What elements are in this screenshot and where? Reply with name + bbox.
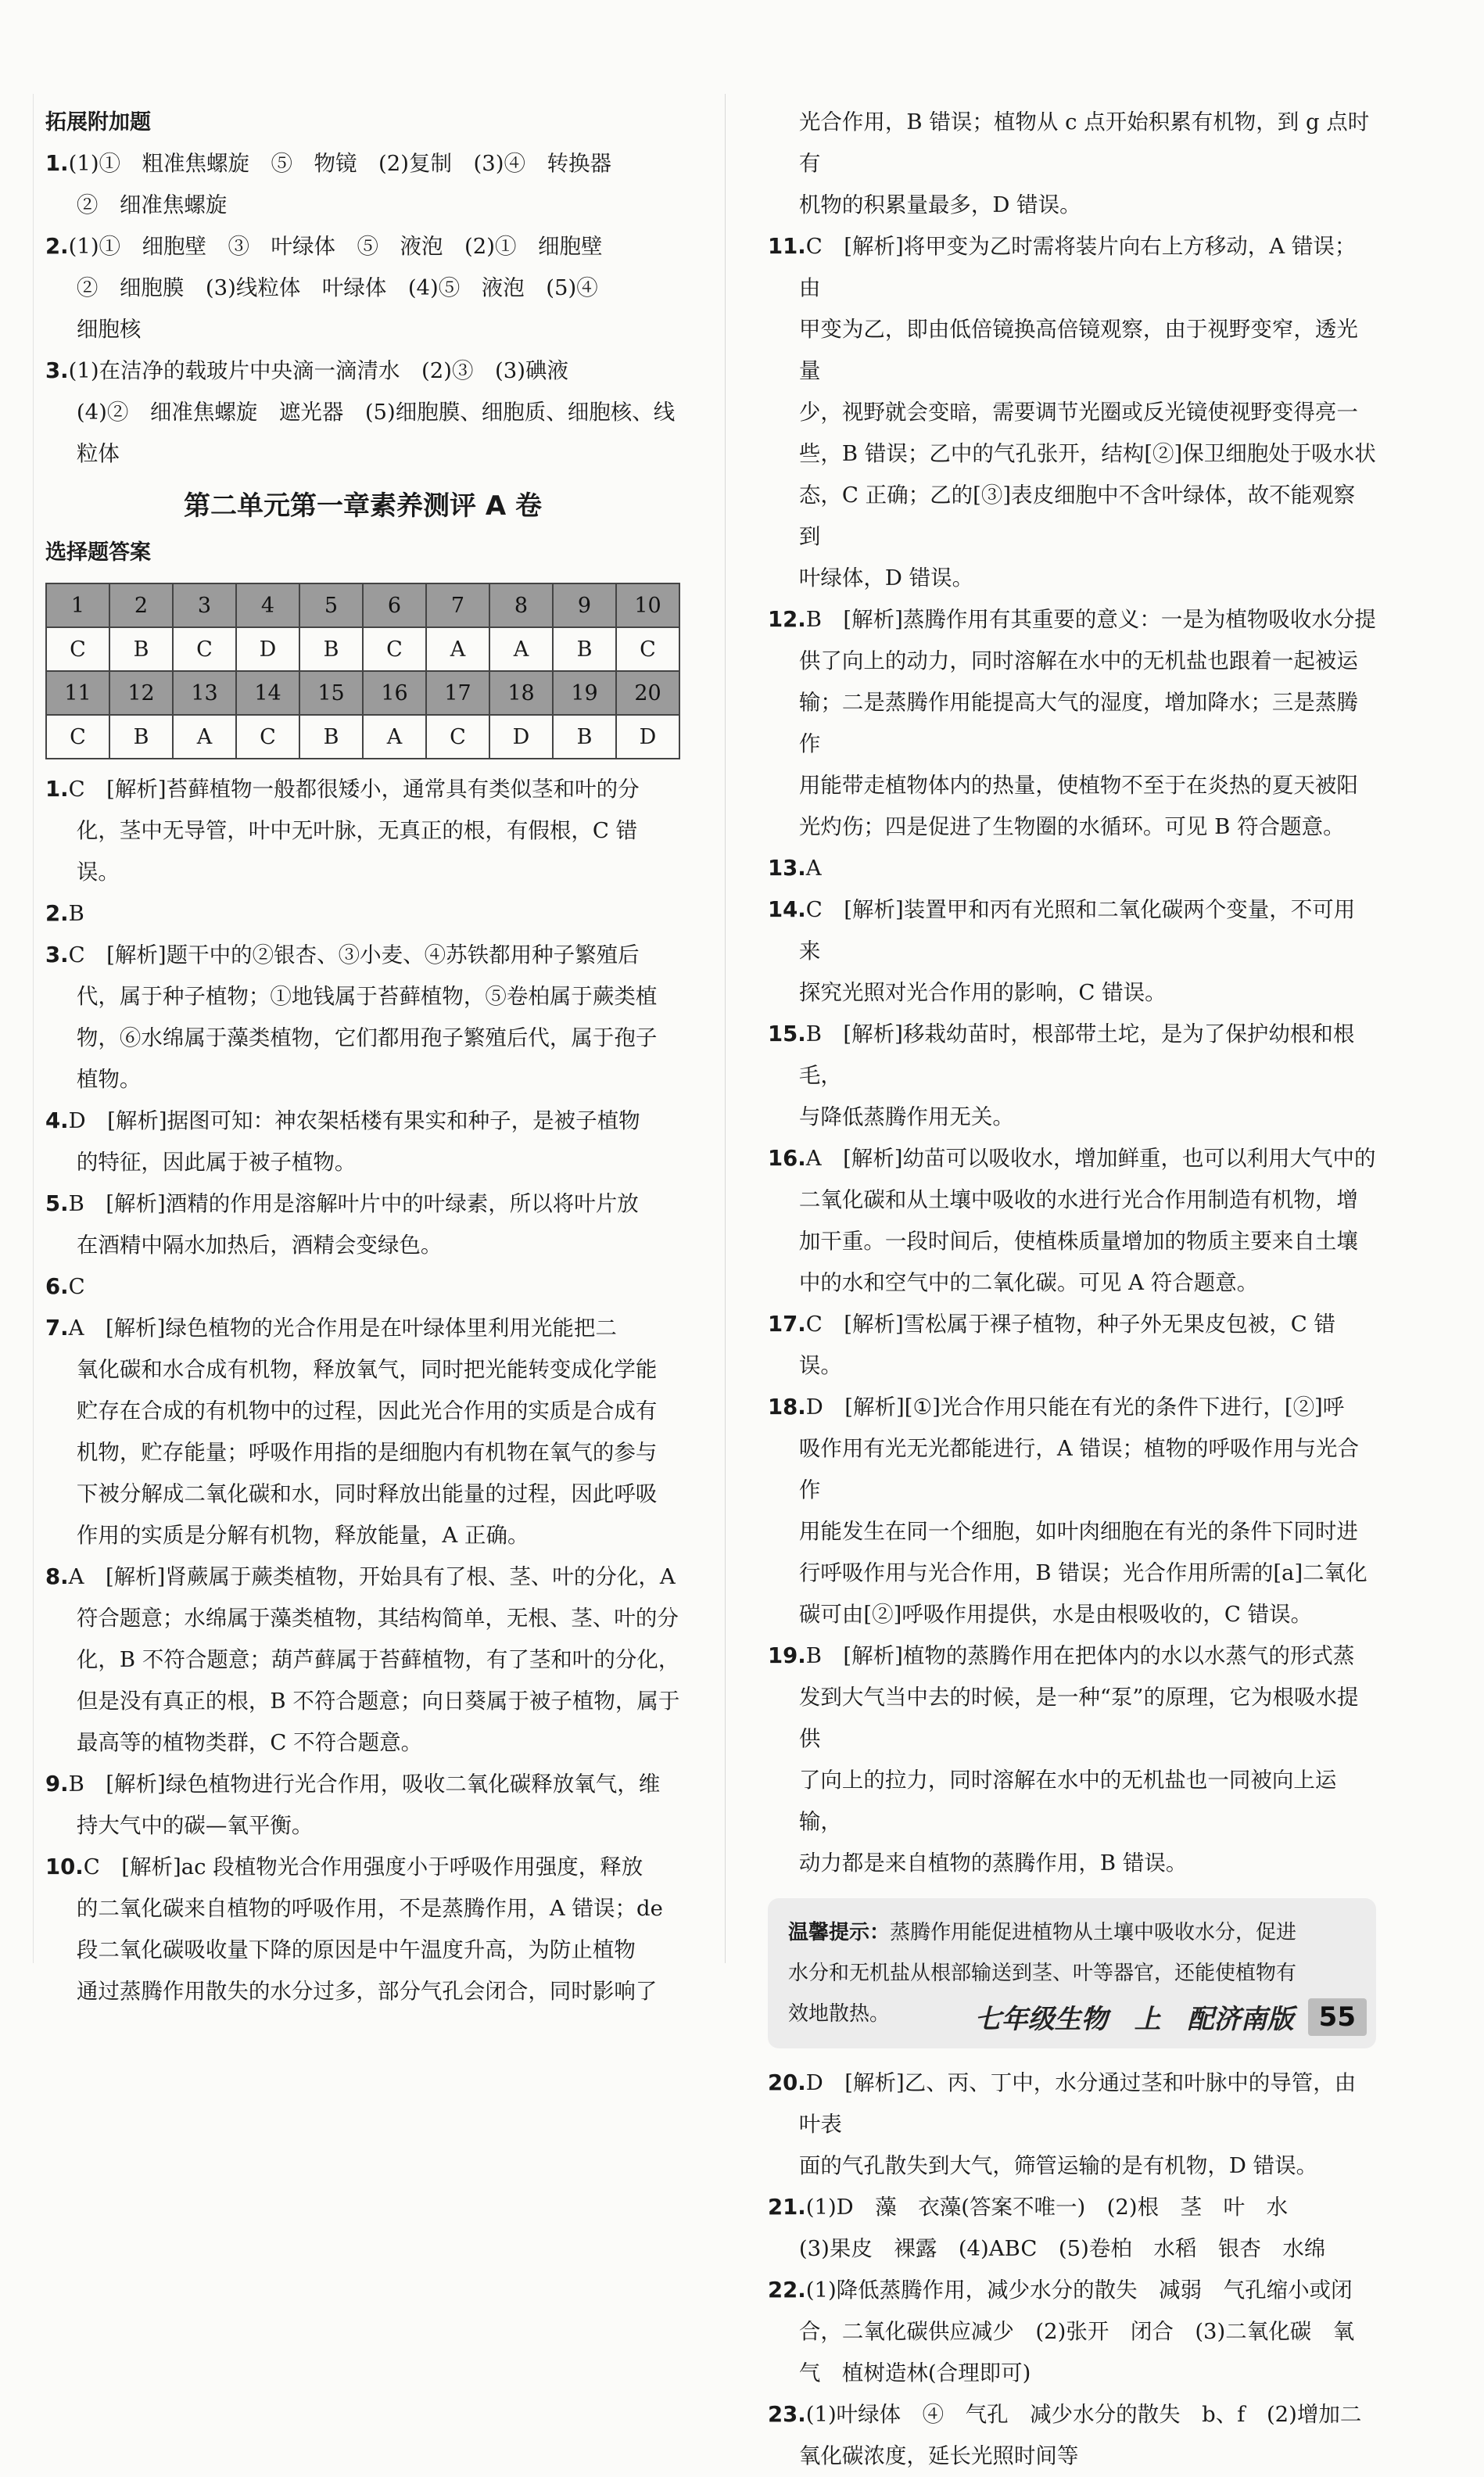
left-answer-items [45, 769, 680, 2012]
item-number: 5. [45, 1191, 69, 1216]
item-line: 的二氧化碳来自植物的呼吸作用，不是蒸腾作用，A 错误；de [76, 1896, 663, 1921]
item-line: 的特征，因此属于被子植物。 [76, 1150, 357, 1175]
answer-table [45, 583, 680, 759]
item-line: 氧化碳和水合成有机物，释放氧气，同时把光能转变成化学能 [76, 1357, 658, 1382]
question-number-cell: 7 [426, 583, 489, 627]
item-line: B [解析]蒸腾作用有其重要的意义：一是为植物吸收水分提 [805, 607, 1376, 632]
item-line: 行呼吸作用与光合作用，B 错误；光合作用所需的[a]二氧化 [798, 1560, 1368, 1585]
item-number: 6. [45, 1274, 69, 1299]
item-line: 最高等的植物类群，C 不符合题意。 [76, 1730, 423, 1755]
question-number-cell: 19 [553, 671, 616, 715]
item-line: 探究光照对光合作用的影响，C 错误。 [798, 980, 1167, 1005]
question-number-cell: 10 [616, 583, 679, 627]
question-number-cell: 18 [489, 671, 553, 715]
item-line: 供了向上的动力，同时溶解在水中的无机盐也跟着一起被运 [798, 648, 1358, 673]
answer-cell: C [426, 715, 489, 759]
item-line: B [解析]酒精的作用是溶解叶片中的叶绿素，所以将叶片放 [68, 1191, 639, 1216]
item-line: 作用的实质是分解有机物，释放能量，A 正确。 [76, 1523, 529, 1548]
question-number-cell: 4 [236, 583, 299, 627]
section-title: 第二单元第一章素养测评 A 卷 [184, 490, 542, 522]
answer-item [768, 889, 1376, 1014]
item-line: A [805, 856, 822, 881]
question-number-cell: 16 [363, 671, 426, 715]
item-line: (1)① 细胞壁 ③ 叶绿体 ⑤ 液泡 (2)① 细胞壁 [68, 234, 603, 259]
item-line: D [解析]据图可知：神农架栝楼有果实和种子，是被子植物 [68, 1108, 640, 1133]
item-line: D [解析][①]光合作用只能在有光的条件下进行，[②]呼 [805, 1395, 1345, 1420]
item-line: ② 细胞膜 (3)线粒体 叶绿体 (4)⑤ 液泡 (5)④ [76, 275, 598, 300]
answer-item [768, 1635, 1376, 1884]
item-line: A [解析]绿色植物的光合作用是在叶绿体里利用光能把二 [68, 1316, 617, 1341]
item-line: C [解析]ac 段植物光合作用强度小于呼吸作用强度，释放 [83, 1854, 643, 1879]
item-number: 21. [768, 2195, 806, 2220]
item-line: 动力都是来自植物的蒸腾作用，B 错误。 [798, 1851, 1188, 1876]
item-line: 面的气孔散失到大气，筛管运输的是有机物，D 错误。 [798, 2153, 1318, 2178]
item-line: 代，属于种子植物；①地钱属于苔藓植物，⑤卷柏属于蕨类植 [76, 984, 658, 1009]
text-line: 效地散热。 [788, 2002, 891, 2026]
item-number: 14. [768, 897, 806, 922]
item-line: B [解析]绿色植物进行光合作用，吸收二氧化碳释放氧气，维 [68, 1772, 661, 1797]
item-line: 叶绿体，D 错误。 [798, 565, 974, 591]
answer-item [45, 1556, 680, 1764]
question-number-cell: 9 [553, 583, 616, 627]
answer-number-row [46, 671, 679, 715]
item-number: 15. [768, 1021, 806, 1046]
item-line: (1)① 粗准焦螺旋 ⑤ 物镜 (2)复制 (3)④ 转换器 [68, 151, 611, 176]
item-number: 23. [768, 2402, 806, 2427]
extension-header: 拓展附加题 [45, 110, 151, 135]
item-line: (1)叶绿体 ④ 气孔 减少水分的散失 b、f (2)增加二 [805, 2402, 1362, 2427]
item-line: 加干重。一段时间后，使植株质量增加的物质主要来自土壤 [798, 1229, 1358, 1254]
item-line: 光灼伤；四是促进了生物圈的水循环。可见 B 符合题意。 [798, 814, 1345, 839]
continued-line: 机物的积累量最多，D 错误。 [798, 192, 1081, 217]
item-line: D [解析]乙、丙、丁中，水分通过茎和叶脉中的导管，由叶表 [798, 2070, 1357, 2137]
page-number: 55 [1308, 1998, 1367, 2036]
answer-cell: A [489, 627, 553, 671]
item-line: 植物。 [76, 1067, 142, 1092]
answer-item [768, 2394, 1376, 2477]
item-line: 合，二氧化碳供应减少 (2)张开 闭合 (3)二氧化碳 氧 [798, 2319, 1355, 2344]
item-line: C [解析]装置甲和丙有光照和二氧化碳两个变量，不可用来 [798, 897, 1356, 964]
page-footer [975, 1998, 1367, 2036]
item-line: A [解析]肾蕨属于蕨类植物，开始具有了根、茎、叶的分化，A [68, 1564, 676, 1589]
answer-cell: B [299, 715, 363, 759]
answer-item [768, 1387, 1376, 1635]
answer-number-row [46, 583, 679, 627]
item-number: 13. [768, 856, 806, 881]
item-line: 少，视野就会变暗，需要调节光圈或反光镜使视野变得亮一 [798, 400, 1358, 425]
item-number: 22. [768, 2278, 806, 2303]
right-answer-items [768, 226, 1376, 1884]
item-number: 7. [45, 1316, 69, 1341]
item-line: (1)D 藻 衣藻(答案不唯一) (2)根 茎 叶 水 [805, 2195, 1289, 2220]
left-column [45, 102, 680, 2012]
item-line: C [解析]题干中的②银杏、③小麦、④苏铁都用种子繁殖后 [68, 942, 640, 967]
answer-item [768, 848, 1376, 889]
answer-item [768, 1304, 1376, 1387]
left-margin-rule [33, 94, 34, 1963]
item-line: 碳可由[②]呼吸作用提供，水是由根吸收的，C 错误。 [798, 1602, 1313, 1627]
answer-cell: C [616, 627, 679, 671]
item-number: 16. [768, 1146, 806, 1171]
question-number-cell: 17 [426, 671, 489, 715]
answer-item [45, 1764, 680, 1847]
item-line: (4)② 细准焦螺旋 遮光器 (5)细胞膜、细胞质、细胞核、线 [76, 400, 676, 425]
answer-item [45, 769, 680, 893]
answer-item [45, 226, 680, 350]
item-number: 2. [45, 901, 69, 926]
item-line: B [解析]植物的蒸腾作用在把体内的水以水蒸气的形式蒸 [805, 1643, 1355, 1668]
answer-cell: A [426, 627, 489, 671]
continued-line: 光合作用，B 错误；植物从 c 点开始积累有机物，到 g 点时有 [798, 109, 1370, 176]
item-line: 些，B 错误；乙中的气孔张开，结构[②]保卫细胞处于吸水状 [798, 441, 1376, 466]
item-line: 了向上的拉力，同时溶解在水中的无机盐也一同被向上运输， [798, 1768, 1337, 1834]
item-line: 粒体 [76, 441, 120, 466]
item-line: 用能带走植物体内的热量，使植物不至于在炎热的夏天被阳 [798, 773, 1358, 798]
item-line: 甲变为乙，即由低倍镜换高倍镜观察，由于视野变窄，透光量 [798, 317, 1358, 383]
item-line: 化，茎中无导管，叶中无叶脉，无真正的根，有假根，C 错误。 [76, 818, 638, 885]
text-line: 蒸腾作用能促进植物从土壤中吸收水分，促进 [890, 1921, 1297, 1944]
text-line: 水分和无机盐从根部输送到茎、叶等器官，还能使植物有 [788, 1962, 1297, 1985]
question-number-cell: 5 [299, 583, 363, 627]
choice-answers-header: 选择题答案 [45, 540, 151, 565]
item-line: 输；二是蒸腾作用能提高大气的湿度，增加降水；三是蒸腾作 [798, 690, 1358, 756]
question-number-cell: 3 [173, 583, 236, 627]
answer-cell: D [616, 715, 679, 759]
item-number: 19. [768, 1643, 806, 1668]
item-line: 与降低蒸腾作用无关。 [798, 1104, 1014, 1129]
extension-items [45, 143, 680, 475]
answer-cell: B [553, 627, 616, 671]
column-divider [725, 94, 726, 1963]
item-line: 但是没有真正的根，B 不符合题意；向日葵属于被子植物，属于 [76, 1689, 680, 1714]
item-line: 发到大气当中去的时候，是一种“泵”的原理，它为根吸水提供 [798, 1685, 1359, 1751]
question-number-cell: 15 [299, 671, 363, 715]
item-number: 11. [768, 234, 806, 259]
item-line: 在酒精中隔水加热后，酒精会变绿色。 [76, 1233, 443, 1258]
answer-item [768, 2270, 1376, 2394]
item-line: B [68, 901, 84, 926]
answer-cell: D [236, 627, 299, 671]
answer-item [768, 599, 1376, 848]
item-number: 18. [768, 1395, 806, 1420]
item-line: 态，C 正确；乙的[③]表皮细胞中不含叶绿体，故不能观察到 [798, 483, 1356, 549]
item-line: C [68, 1274, 85, 1299]
item-number: 8. [45, 1564, 69, 1589]
answer-item [768, 1138, 1376, 1304]
answer-cell: B [109, 715, 173, 759]
item-line: 气 植树造林(合理即可) [798, 2360, 1031, 2385]
footer-text: 七年级生物 上 配济南版 [974, 2004, 1294, 2035]
item-line: 下被分解成二氧化碳和水，同时释放出能量的过程，因此呼吸 [76, 1481, 658, 1506]
continued-text [768, 102, 1376, 226]
answer-item [45, 1308, 680, 1556]
answer-item [45, 1847, 680, 2012]
item-number: 20. [768, 2070, 806, 2095]
answer-item [45, 935, 680, 1100]
answer-item [768, 2062, 1376, 2187]
answer-cell: C [46, 715, 109, 759]
item-number: 1. [45, 777, 69, 802]
answer-item [45, 1266, 680, 1308]
question-number-cell: 12 [109, 671, 173, 715]
item-number: 10. [45, 1854, 84, 1879]
item-line: 吸作用有光无光都能进行，A 错误；植物的呼吸作用与光合作 [798, 1436, 1359, 1502]
item-line: 中的水和空气中的二氧化碳。可见 A 符合题意。 [798, 1270, 1259, 1295]
answer-cell: C [236, 715, 299, 759]
right-answer-items-2 [768, 2062, 1376, 2477]
answer-item [768, 226, 1376, 599]
answer-cell: C [46, 627, 109, 671]
item-line: 二氧化碳和从土壤中吸收的水进行光合作用制造有机物，增 [798, 1187, 1358, 1212]
item-number: 9. [45, 1772, 69, 1797]
item-number: 4. [45, 1108, 69, 1133]
item-number: 2. [45, 234, 69, 259]
item-line: 机物，贮存能量；呼吸作用指的是细胞内有机物在氧气的参与 [76, 1440, 658, 1465]
question-number-cell: 2 [109, 583, 173, 627]
item-line: 贮存在合成的有机物中的过程，因此光合作用的实质是合成有 [76, 1398, 658, 1423]
item-line: 物，⑥水绵属于藻类植物，它们都用孢子繁殖后代，属于孢子 [76, 1025, 658, 1050]
item-line: (1)在洁净的载玻片中央滴一滴清水 (2)③ (3)碘液 [68, 358, 568, 383]
question-number-cell: 8 [489, 583, 553, 627]
item-number: 3. [45, 942, 69, 967]
right-column [768, 102, 1376, 2477]
answer-letter-row [46, 627, 679, 671]
answer-cell: B [553, 715, 616, 759]
question-number-cell: 6 [363, 583, 426, 627]
item-line: 持大气中的碳—氧平衡。 [76, 1813, 314, 1838]
item-line: 段二氧化碳吸收量下降的原因是中午温度升高，为防止植物 [76, 1937, 636, 1962]
question-number-cell: 1 [46, 583, 109, 627]
item-line: 符合题意；水绵属于藻类植物，其结构简单，无根、茎、叶的分 [76, 1606, 679, 1631]
answer-item [45, 143, 680, 226]
answer-cell: C [173, 627, 236, 671]
item-line: C [解析]雪松属于裸子植物，种子外无果皮包被，C 错误。 [798, 1312, 1335, 1378]
item-line: A [解析]幼苗可以吸收水，增加鲜重，也可以利用大气中的 [805, 1146, 1376, 1171]
answer-letter-row [46, 715, 679, 759]
item-line: 氧化碳浓度，延长光照时间等 [798, 2443, 1079, 2468]
answer-cell: C [363, 627, 426, 671]
item-line: C [解析]将甲变为乙时需将装片向右上方移动，A 错误；由 [798, 234, 1357, 300]
item-line: 通过蒸腾作用散失的水分过多，部分气孔会闭合，同时影响了 [76, 1979, 658, 2004]
item-number: 1. [45, 151, 69, 176]
answer-item [45, 350, 680, 475]
item-line: 用能发生在同一个细胞，如叶肉细胞在有光的条件下同时进 [798, 1519, 1358, 1544]
item-number: 12. [768, 607, 806, 632]
item-line: (3)果皮 裸露 (4)ABC (5)卷柏 水稻 银杏 水绵 [798, 2236, 1326, 2261]
item-line: 化，B 不符合题意；葫芦藓属于苔藓植物，有了茎和叶的分化， [76, 1647, 680, 1672]
question-number-cell: 11 [46, 671, 109, 715]
item-line: B [解析]移栽幼苗时，根部带土坨，是为了保护幼根和根毛， [798, 1021, 1355, 1088]
answer-cell: A [363, 715, 426, 759]
answer-cell: A [173, 715, 236, 759]
question-number-cell: 14 [236, 671, 299, 715]
question-number-cell: 20 [616, 671, 679, 715]
answer-item [45, 1183, 680, 1266]
item-line: 细胞核 [76, 317, 142, 342]
answer-cell: B [299, 627, 363, 671]
answer-item [45, 893, 680, 935]
answer-cell: D [489, 715, 553, 759]
item-number: 3. [45, 358, 69, 383]
item-number: 17. [768, 1312, 806, 1337]
item-line: C [解析]苔藓植物一般都很矮小，通常具有类似茎和叶的分 [68, 777, 640, 802]
item-line: ② 细准焦螺旋 [76, 192, 228, 217]
answer-item [768, 2187, 1376, 2270]
answer-item [768, 1014, 1376, 1138]
question-number-cell: 13 [173, 671, 236, 715]
answer-item [45, 1100, 680, 1183]
tip-label: 温馨提示： [788, 1921, 891, 1944]
item-line: (1)降低蒸腾作用，减少水分的散失 减弱 气孔缩小或闭 [805, 2278, 1353, 2303]
answer-cell: B [109, 627, 173, 671]
